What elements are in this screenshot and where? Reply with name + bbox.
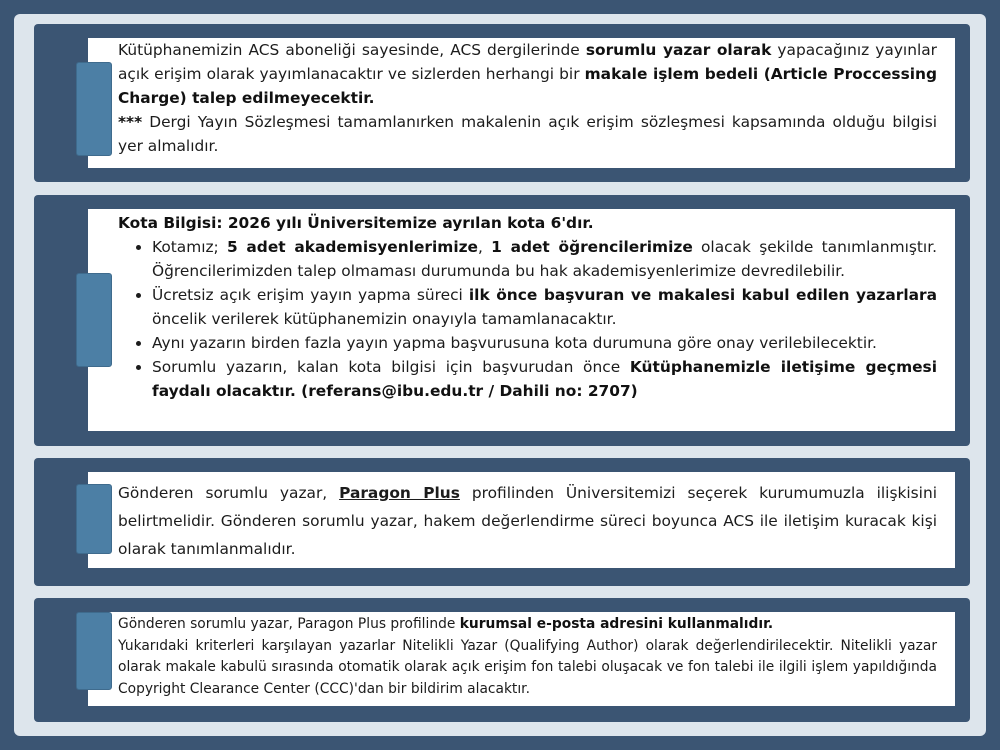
- panel-text: [118, 38, 937, 158]
- tab-marker: [76, 62, 112, 156]
- quota-heading: Kota Bilgisi: 2026 yılı Üniversitemize ayrılan kota 6'dır.: [118, 214, 594, 232]
- info-page: [14, 14, 986, 736]
- paragraph: Gönderen sorumlu yazar, Paragon Plus profilinde kurumsal e-posta adresini kullanmalıdır.: [118, 616, 774, 632]
- info-card: [88, 472, 955, 568]
- quota-info-panel: [34, 195, 970, 446]
- paragraph: *** Dergi Yayın Sözleşmesi tamamlanırken makalenin açık erişim sözleşmesi kapsamında olduğu bilgisi yer almalıdır.: [118, 113, 937, 155]
- paragon-plus-panel: [34, 458, 970, 586]
- quota-list: [118, 235, 937, 403]
- tab-marker: [76, 484, 112, 554]
- paragraph: Kütüphanemizin ACS aboneliği sayesinde, ACS dergilerinde sorumlu yazar olarak yapacağınız yayınlar açık erişim olarak yayımlanacaktır ve sizlerden herhangi bir makale işlem bedeli (Article Proccessing Charge) talep edilmeyecektir.: [118, 41, 937, 107]
- tab-marker: [76, 612, 112, 690]
- panel-text: [118, 211, 937, 403]
- paragraph: Gönderen sorumlu yazar, Paragon Plus profilinden Üniversitemizi seçerek kurumumuzla ilişkisini belirtmelidir. Gönderen sorumlu yazar, hakem değerlendirme süreci boyunca ACS ile iletişim kuracak kişi olarak tanımlanmalıdır.: [118, 484, 937, 558]
- panel-text: [118, 614, 937, 700]
- qualifying-author-panel: [34, 598, 970, 722]
- list-item: • Aynı yazarın birden fazla yayın yapma başvurusuna kota durumuna göre onay verilebilecektir.: [152, 331, 937, 355]
- paragraph: Yukarıdaki kriterleri karşılayan yazarlar Nitelikli Yazar (Qualifying Author) olarak değerlendirilecektir. Nitelikli yazar olarak makale kabulü sırasında otomatik olarak açık erişim fon talebi oluşacak ve fon talebi ile ilgili işlem yapıldığında Copyright Clearance Center (CCC)'dan bir bildirim alacaktır.: [118, 637, 937, 697]
- acs-open-access-panel: [34, 24, 970, 182]
- info-card: [88, 38, 955, 168]
- list-item: • Sorumlu yazarın, kalan kota bilgisi için başvurudan önce Kütüphanemizle iletişime geçmesi faydalı olacaktır. (referans@ibu.edu.tr / Dahili no: 2707): [152, 355, 937, 403]
- tab-marker: [76, 273, 112, 367]
- paragon-plus-link[interactable]: Paragon Plus: [339, 484, 460, 502]
- info-card: [88, 612, 955, 706]
- info-card: [88, 209, 955, 431]
- panel-text: [118, 479, 937, 563]
- list-item: • Kotamız; 5 adet akademisyenlerimize, 1 adet öğrencilerimize olacak şekilde tanımlanmıştır. Öğrencilerimizden talep olmaması durumunda bu hak akademisyenlerimize devredilebilir.: [152, 235, 937, 283]
- list-item: • Ücretsiz açık erişim yayın yapma süreci ilk önce başvuran ve makalesi kabul edilen yazarlara öncelik verilerek kütüphanemizin onayıyla tamamlanacaktır.: [152, 283, 937, 331]
